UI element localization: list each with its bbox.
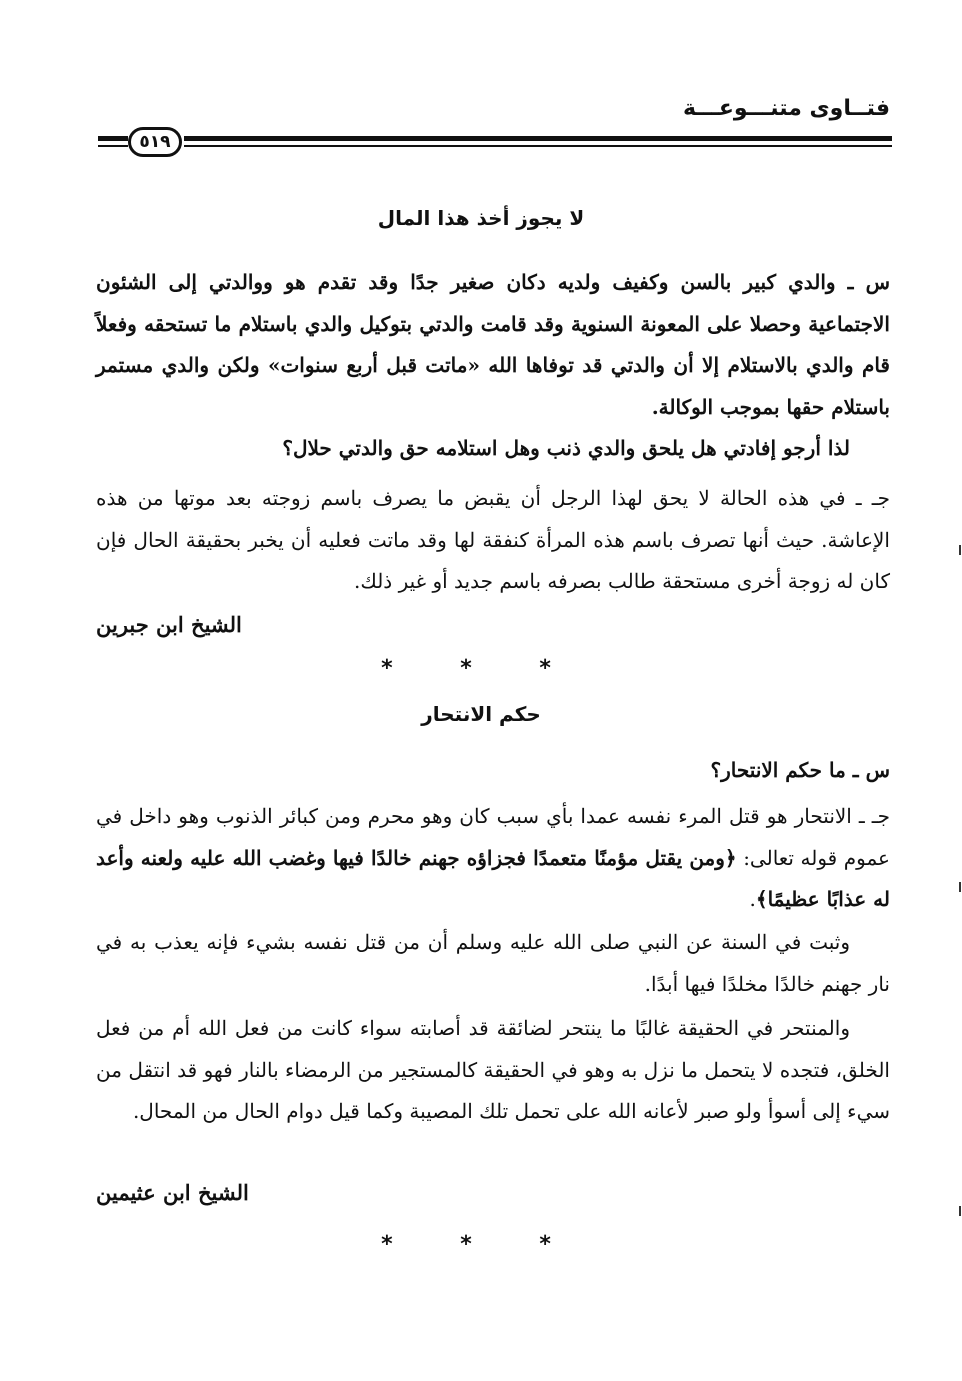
section-heading-money: لا يجوز أخذ هذا المال <box>377 206 585 230</box>
explanation-paragraph: والمنتحر في الحقيقة غالبًا ما ينتحر لضائقة قد أصابته سواء كانت من فعل الله أم من فعل الخلق، فتجده لا يتحمل ما نزل به وهو في الحقيقة كالمستجير من الرمضاء بالنار فهو قد انتقل من سيء إلى أسوأ ولو صبر لأعانه الله على تحمل تلك المصيبة وكما قيل دوام الحال من المحال. <box>96 1016 890 1123</box>
quran-verse: ﴿ومن يقتل مؤمنًا متعمدًا فجزاؤه جهنم خالدًا فيها وغضب الله عليه ولعنه وأعد له عذابًا عظيمًا﴾ <box>96 845 890 911</box>
scan-edge-mark <box>959 1206 961 1216</box>
running-header-title: فتــاوى متنـــوعـــة <box>682 96 890 121</box>
separator-stars: * * * <box>381 656 581 681</box>
author-signature-2: الشيخ ابن عثيمين <box>96 1180 249 1205</box>
header-rule-left-thick <box>98 136 128 141</box>
header-rule-thin <box>184 145 892 147</box>
question-paragraph-2: س ـ ما حكم الانتحار؟ <box>710 758 890 782</box>
header-rule-thick <box>184 136 892 141</box>
scan-edge-mark <box>959 545 961 555</box>
scan-edge-mark <box>959 882 961 892</box>
answer-paragraph: جـ ـ في هذه الحالة لا يحق لهذا الرجل أن يقبض ما يصرف باسم زوجته بعد موتها من هذه الإعاشة. حيث أنها تصرف باسم هذه المرأة كنفقة لها وقد ماتت فعليه أن يخبر بحقيقة الحال فإن كان له زوجة أخرى مستحقة طالب بصرفه باسم جديد أو غير ذلك. <box>96 486 890 593</box>
answer-paragraph-2 <box>96 796 890 921</box>
author-signature: الشيخ ابن جبرين <box>96 612 242 637</box>
separator-stars-2: * * * <box>381 1232 581 1257</box>
page-number-badge: ٥١٩ <box>128 127 182 157</box>
answer-end: . <box>749 887 756 911</box>
section-heading-suicide: حكم الانتحار <box>421 702 541 726</box>
question-paragraph: س ـ والدي كبير بالسن وكفيف ولديه دكان صغير جدًا وقد تقدم هو ووالدتي إلى الشئون الاجتماعية وحصلا على المعونة السنوية وقد قامت والدتي بتوكيل والدي باستلام ما تستحقه وفعلاً قام والدي بالاستلام إلا أن والدتي قد توفاها الله «ماتت قبل أربع سنوات» ولكن والدي مستمر باستلام حقها بموجب الوكالة. <box>96 270 890 419</box>
hadith-paragraph: وثبت في السنة عن النبي صلى الله عليه وسلم أن من قتل نفسه بشيء فإنه يعذب به في نار جهنم خالدًا مخلدًا فيها أبدًا. <box>96 930 890 996</box>
answer-intro: جـ ـ الانتحار هو قتل المرء نفسه عمدا بأي سبب كان وهو محرم ومن كبائر الذنوب وهو داخل في عموم قوله تعالى: <box>96 804 890 870</box>
question-continuation: لذا أرجو إفادتي هل يلحق والدي ذنب وهل استلامه حق والدتي حلال؟ <box>282 436 850 460</box>
header-rule-left-thin <box>98 145 128 147</box>
